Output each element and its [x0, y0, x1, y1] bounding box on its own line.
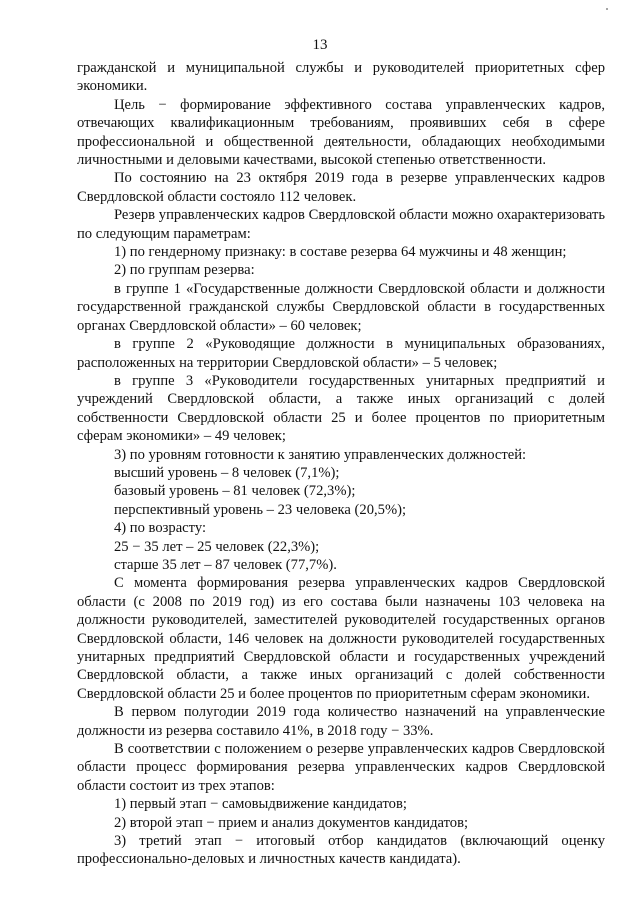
paragraph-appointments: С момента формирования резерва управленческих кадров Свердловской области (с 2008 по 2019 год) из его состава были назначены 103 человека на должности руководителей, заместителей руководителей государственных органов Свердловской области, 146 человек на должности руководителей государственных унитарных предприятий Свердловской области и государственных учреждений Свердловской области, а также иных организаций с долей собственности Свердловской области 25 и более процентов по приоритетным сферам экономики.	[77, 575, 605, 702]
document-body	[77, 59, 605, 869]
list-item-age-25-35: 25 − 35 лет – 25 человек (22,3%);	[114, 538, 320, 555]
paragraph-continuation: гражданской и муниципальной службы и руководителей приоритетных сфер экономики.	[77, 60, 605, 95]
list-item-level-prospective: перспективный уровень – 23 человека (20,5%);	[114, 501, 407, 518]
paragraph-parameters-intro: Резерв управленческих кадров Свердловской области можно охарактеризовать по следующим параметрам:	[77, 207, 605, 242]
list-item-readiness: 3) по уровням готовности к занятию управленческих должностей:	[114, 446, 527, 463]
list-item-groups: 2) по группам резерва:	[114, 262, 255, 279]
page-number: 13	[312, 37, 328, 53]
list-item-gender: 1) по гендерному признаку: в составе резерва 64 мужчины и 48 женщин;	[114, 244, 567, 261]
list-item-group-3: в группе 3 «Руководители государственных унитарных предприятий и учреждений Свердловской области, а также иных организаций с долей собственности Свердловской области 25 и более процентов по приоритетным сферам экономики» – 49 человек;	[77, 372, 605, 445]
list-item-stage-2: 2) второй этап − прием и анализ документов кандидатов;	[114, 814, 469, 831]
list-item-level-high: высший уровень – 8 человек (7,1%);	[114, 464, 340, 481]
list-item-group-2: в группе 2 «Руководящие должности в муниципальных образованиях, расположенных на территории Свердловской области» – 5 человек;	[77, 336, 605, 371]
list-item-level-base: базовый уровень – 81 человек (72,3%);	[114, 483, 356, 500]
paragraph-goal: Цель − формирование эффективного состава управленческих кадров, отвечающих квалификационным требованиям, проявивших себя в сфере профессиональной и общественной деятельности, обладающих необходимыми личностными и деловыми качествами, высокой степенью ответственности.	[77, 96, 605, 169]
paragraph-appointments-share: В первом полугодии 2019 года количество назначений на управленческие должности из резерва составило 41%, в 2018 году − 33%.	[77, 704, 605, 739]
list-item-group-1: в группе 1 «Государственные должности Свердловской области и должности государственной гражданской службы Свердловской области в государственных органах Свердловской области» – 60 человек;	[77, 280, 605, 334]
paragraph-reserve-count: По состоянию на 23 октября 2019 года в резерве управленческих кадров Свердловской области состояло 112 человек.	[77, 170, 605, 205]
list-item-stage-1: 1) первый этап − самовыдвижение кандидатов;	[114, 796, 407, 813]
list-item-age-over-35: старше 35 лет – 87 человек (77,7%).	[114, 556, 337, 573]
list-item-stage-3: 3) третий этап − итоговый отбор кандидатов (включающий оценку профессионально-деловых и личностных качеств кандидата).	[77, 833, 605, 868]
scan-dot	[606, 8, 608, 10]
paragraph-stages-intro: В соответствии с положением о резерве управленческих кадров Свердловской области процесс формирования резерва управленческих кадров Свердловской области состоит из трех этапов:	[77, 741, 605, 794]
list-item-age: 4) по возрасту:	[114, 520, 207, 537]
